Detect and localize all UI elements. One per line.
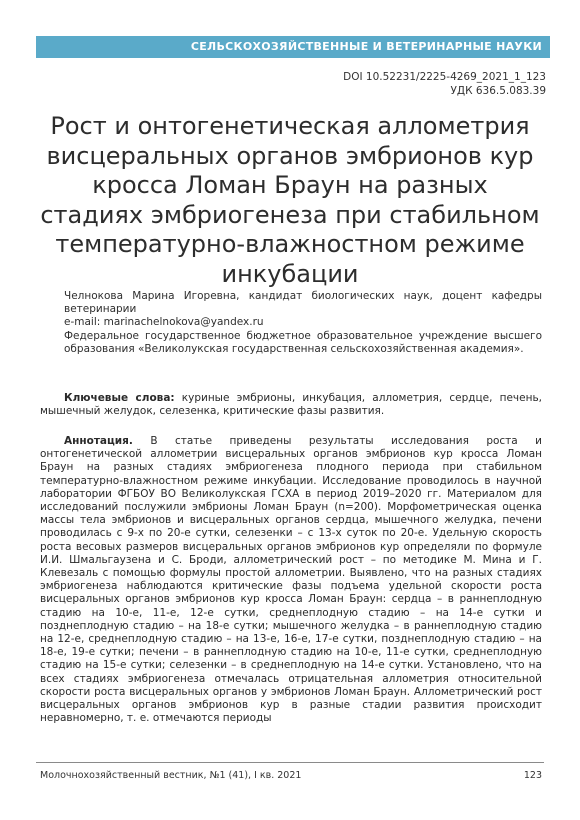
author-affiliation: Федеральное государственное бюджетное образовательное учреждение высшего образования «Великолукская государственная сельскохозяйственная академия». — [64, 329, 542, 355]
abstract-paragraph — [40, 435, 542, 725]
journal-citation: Молочнохозяйственный вестник, №1 (41), I кв. 2021 — [40, 770, 302, 781]
keywords-text: куриные эмбрионы, инкубация, аллометрия, сердце, печень, мышечный желудок, селезенка, критические фазы развития. — [40, 392, 542, 418]
udk-text: УДК 636.5.083.39 — [450, 85, 546, 97]
section-banner: СЕЛЬСКОХОЗЯЙСТВЕННЫЕ И ВЕТЕРИНАРНЫЕ НАУКИ — [36, 36, 550, 58]
article-title: Рост и онтогенетическая аллометрия висцеральных органов эмбрионов кур кросса Ломан Браун на разных стадиях эмбриогенеза при стабильном температурно-влажностном режиме инкубации — [40, 112, 540, 288]
article-identifiers — [343, 70, 546, 98]
footer-divider — [36, 762, 544, 763]
author-email[interactable]: e-mail: marinachelnokova@yandex.ru — [64, 316, 264, 329]
page-number: 123 — [523, 770, 542, 781]
author-name: Челнокова Марина Игоревна, кандидат биологических наук, доцент кафедры ветеринарии — [64, 290, 542, 316]
abstract-label: Аннотация. — [64, 435, 133, 447]
keywords-label: Ключевые слова: — [64, 392, 175, 404]
keywords-paragraph — [40, 392, 542, 418]
abstract-text: В статье приведены результаты исследования роста и онтогенетической аллометрии висцеральных органов эмбрионов кур кросса Ломан Браун на разных стадиях эмбриогенеза плодного периода при стабильном температурно-влажностном режиме инкубации. Исследование проводилось в научной лаборатории ФГБОУ ВО Великолукская ГСХА в период 2019–2020 гг. Материалом для исследований послужили эмбрионы Ломан Браун (n=200). Морфометрическая оценка массы тела эмбрионов и висцеральных органов сердца, мышечного желудка, печени проводилась с 9-х по 20-е сутки, селезенки – с 13-х суток по 20-е. Удельную скорость роста весовых размеров висцеральных органов эмбрионов кур определяли по формуле И.И. Шмальгаузена и С. Броди, аллометрический рост – по методике М. Мина и Г. Клевезаль с помощью формулы простой аллометрии. Выявлено, что на разных стадиях эмбриогенеза наблюдаются критические фазы подъема удельной скорости роста висцеральных органов эмбрионов кур кросса Ломан Браун: сердца – в раннеплодную стадию на 10-е, 11-е, 12-е сутки, среднеплодную стадию – на 14-е сутки и позднеплодную стадию – на 18-е сутки; мышечного желудка – в раннеплодную стадию на 12-е, среднеплодную стадию – на 13-е, 16-е, 17-е сутки, позднеплодную стадию – на 18-е, 19-е сутки; печени – в раннеплодную стадию на 10-е, 11-е сутки, среднеплодную стадию на 15-е сутки; селезенки – в среднеплодную на 14-е сутки. Установлено, что на всех стадиях эмбриогенеза отмечалась отрицательная аллометрия относительной скорости роста висцеральных органов у эмбрионов Ломан Браун. Аллометрический рост висцеральных органов эмбрионов кур в разные стадии развития происходит неравномерно, т. е. отмечаются периоды — [40, 435, 542, 725]
author-block — [64, 290, 542, 356]
doi-text[interactable]: DOI 10.52231/2225-4269_2021_1_123 — [343, 71, 546, 83]
